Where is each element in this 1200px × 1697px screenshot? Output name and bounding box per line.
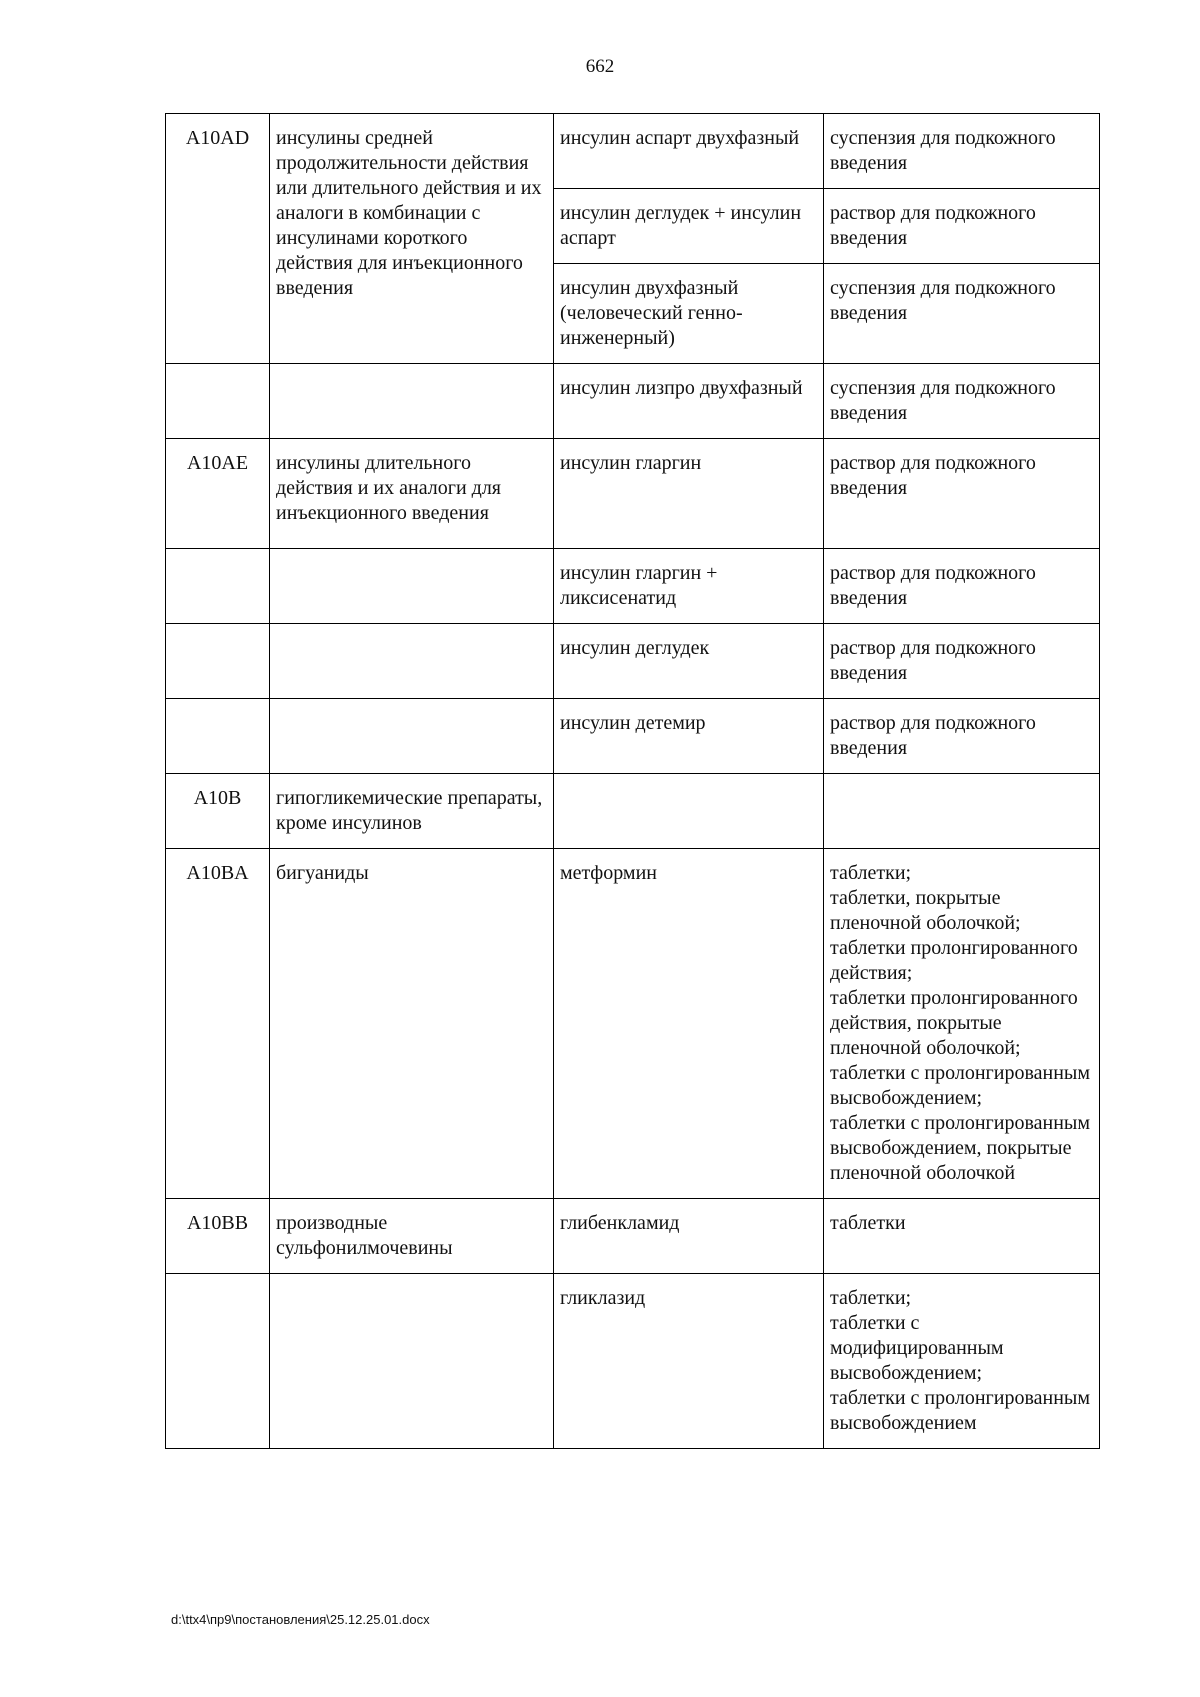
dosage-form-cell: раствор для подкожного введения <box>824 439 1100 549</box>
atc-code-cell: A10B <box>166 774 270 849</box>
drug-name-cell: инсулин гларгин <box>554 439 824 549</box>
drug-name-cell: инсулин гларгин + ликсисенатид <box>554 549 824 624</box>
group-name-cell: инсулины длительного действия и их аналоги для инъекционного введения <box>270 439 554 549</box>
dosage-form-cell: суспензия для подкожного введения <box>824 364 1100 439</box>
table-row <box>166 114 1100 189</box>
atc-code-cell <box>166 364 270 439</box>
drug-name-cell: метформин <box>554 849 824 1199</box>
group-name-cell: производные сульфонилмочевины <box>270 1199 554 1274</box>
table-row <box>166 849 1100 1199</box>
group-name-cell <box>270 1274 554 1449</box>
drug-name-cell: глибенкламид <box>554 1199 824 1274</box>
group-name-cell <box>270 699 554 774</box>
dosage-form-cell <box>824 774 1100 849</box>
dosage-form-cell: таблетки; таблетки, покрытые пленочной оболочкой; таблетки пролонгированного действия; таблетки пролонгированного действия, покрытые пленочной оболочкой; таблетки с пролонгированным высвобождением; таблетки с пролонгированным высвобождением, покрытые пленочной оболочкой <box>824 849 1100 1199</box>
table-row <box>166 439 1100 549</box>
dosage-form-cell: таблетки <box>824 1199 1100 1274</box>
atc-code-cell <box>166 1274 270 1449</box>
drug-name-cell: инсулин деглудек <box>554 624 824 699</box>
dosage-form-cell: раствор для подкожного введения <box>824 549 1100 624</box>
table-row <box>166 774 1100 849</box>
table-row <box>166 1274 1100 1449</box>
drug-name-cell: инсулин лизпро двухфазный <box>554 364 824 439</box>
atc-code-cell <box>166 624 270 699</box>
drug-name-cell <box>554 774 824 849</box>
dosage-form-cell: суспензия для подкожного введения <box>824 114 1100 189</box>
group-name-cell <box>270 364 554 439</box>
page-number: 662 <box>585 56 615 77</box>
group-name-cell <box>270 624 554 699</box>
drug-table <box>165 113 1100 1449</box>
group-name-cell: бигуаниды <box>270 849 554 1199</box>
table-row <box>166 549 1100 624</box>
table-row <box>166 1199 1100 1274</box>
drug-name-cell: гликлазид <box>554 1274 824 1449</box>
table-row <box>166 699 1100 774</box>
group-name-cell <box>270 549 554 624</box>
atc-code-cell: A10AD <box>166 114 270 364</box>
dosage-form-cell: таблетки; таблетки с модифицированным высвобождением; таблетки с пролонгированным высвобождением <box>824 1274 1100 1449</box>
table-row <box>166 624 1100 699</box>
dosage-form-cell: раствор для подкожного введения <box>824 624 1100 699</box>
table-row <box>166 364 1100 439</box>
atc-code-cell: A10BA <box>166 849 270 1199</box>
dosage-form-cell: раствор для подкожного введения <box>824 189 1100 264</box>
drug-name-cell: инсулин детемир <box>554 699 824 774</box>
dosage-form-cell: суспензия для подкожного введения <box>824 264 1100 364</box>
atc-code-cell <box>166 549 270 624</box>
drug-name-cell: инсулин деглудек + инсулин аспарт <box>554 189 824 264</box>
group-name-cell: инсулины средней продолжительности действия или длительного действия и их аналоги в комбинации с инсулинами короткого действия для инъекционного введения <box>270 114 554 364</box>
document-file-path: d:\ttx4\пр9\постановления\25.12.25.01.docx <box>171 1612 430 1627</box>
atc-code-cell: A10AE <box>166 439 270 549</box>
atc-code-cell: A10BB <box>166 1199 270 1274</box>
atc-code-cell <box>166 699 270 774</box>
drug-name-cell: инсулин аспарт двухфазный <box>554 114 824 189</box>
drug-name-cell: инсулин двухфазный (человеческий генно-инженерный) <box>554 264 824 364</box>
dosage-form-cell: раствор для подкожного введения <box>824 699 1100 774</box>
group-name-cell: гипогликемические препараты, кроме инсулинов <box>270 774 554 849</box>
